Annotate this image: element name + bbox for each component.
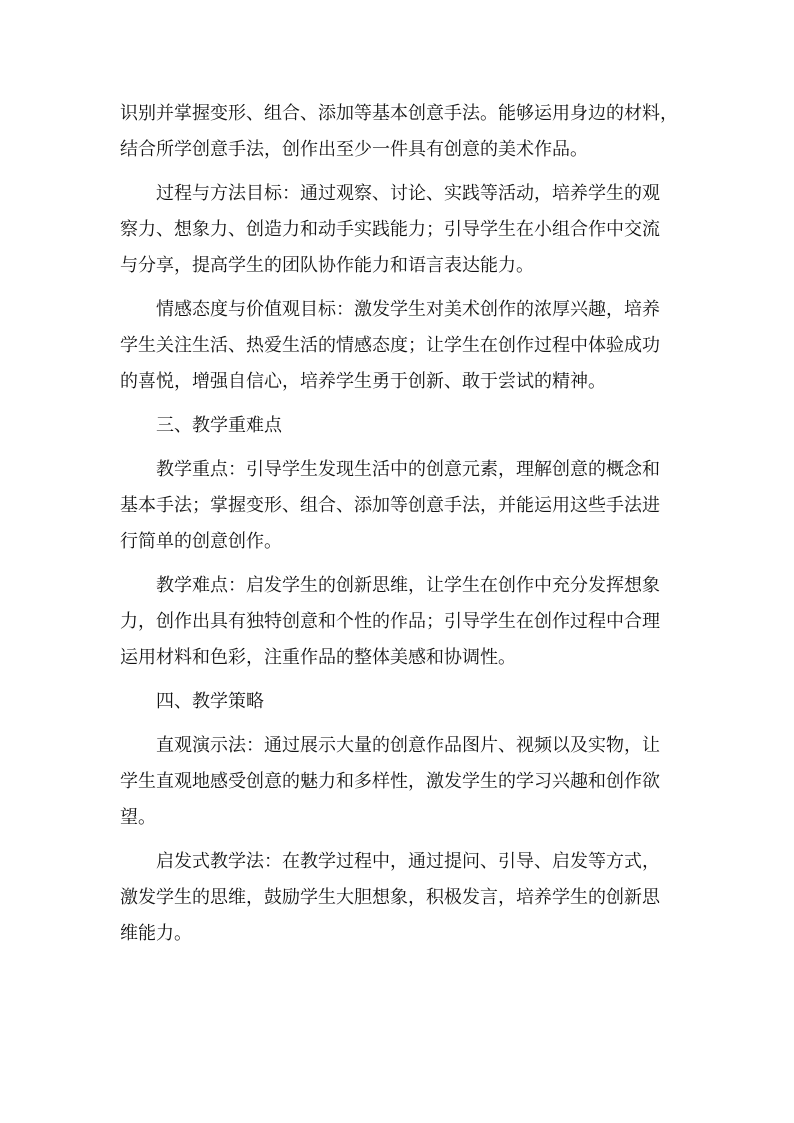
text-line: 力，创作出具有独特创意和个性的作品；引导学生在创作过程中合理 (120, 611, 660, 632)
text-line: 望。 (120, 807, 156, 828)
document-body (120, 96, 680, 952)
paragraph-spacer (120, 168, 680, 176)
text-line: 察力、想象力、创造力和动手实践能力；引导学生在小组合作中交流 (120, 219, 660, 240)
paragraph-spacer (120, 836, 680, 844)
paragraph-spacer (120, 444, 680, 452)
text-line: 情感态度与价值观目标：激发学生对美术创作的浓厚兴趣，培养 (156, 299, 660, 320)
paragraph-process-method-goal (120, 176, 680, 284)
text-line: 与分享，提高学生的团队协作能力和语言表达能力。 (120, 255, 534, 276)
text-line: 教学重点：引导学生发现生活中的创意元素，理解创意的概念和 (156, 459, 660, 480)
paragraph-spacer (120, 284, 680, 292)
text-line: 运用材料和色彩，注重作品的整体美感和协调性。 (120, 647, 516, 668)
text-line: 的喜悦，增强自信心，培养学生勇于创新、敢于尝试的精神。 (120, 371, 606, 392)
text-line: 维能力。 (120, 923, 192, 944)
text-line: 结合所学创意手法，创作出至少一件具有创意的美术作品。 (120, 139, 588, 160)
section-heading-teaching-strategy (120, 684, 680, 720)
section-heading-text: 三、教学重难点 (156, 415, 282, 436)
paragraph-heuristic-teaching (120, 844, 680, 952)
paragraph-emotion-value-goal (120, 292, 680, 400)
paragraph-teaching-focus (120, 452, 680, 560)
text-line: 直观演示法：通过展示大量的创意作品图片、视频以及实物，让 (156, 735, 660, 756)
text-line: 识别并掌握变形、组合、添加等基本创意手法。能够运用身边的材料， (120, 103, 678, 124)
paragraph-spacer (120, 560, 680, 568)
text-line: 学生关注生活、热爱生活的情感态度；让学生在创作过程中体验成功 (120, 335, 660, 356)
text-line: 启发式教学法：在教学过程中，通过提问、引导、启发等方式， (156, 851, 660, 872)
paragraph-spacer (120, 400, 680, 408)
text-line: 教学难点：启发学生的创新思维，让学生在创作中充分发挥想象 (156, 575, 660, 596)
text-line: 学生直观地感受创意的魅力和多样性，激发学生的学习兴趣和创作欲 (120, 771, 660, 792)
section-heading-key-difficult-points (120, 408, 680, 444)
text-line: 过程与方法目标：通过观察、讨论、实践等活动，培养学生的观 (156, 183, 660, 204)
paragraph-intuitive-demonstration (120, 728, 680, 836)
section-heading-text: 四、教学策略 (156, 691, 264, 712)
text-line: 激发学生的思维，鼓励学生大胆想象，积极发言，培养学生的创新思 (120, 887, 660, 908)
text-line: 行简单的创意创作。 (120, 531, 282, 552)
paragraph-teaching-difficulty (120, 568, 680, 676)
paragraph-spacer (120, 720, 680, 728)
paragraph-knowledge-goal-continued (120, 96, 680, 168)
paragraph-spacer (120, 676, 680, 684)
text-line: 基本手法；掌握变形、组合、添加等创意手法，并能运用这些手法进 (120, 495, 660, 516)
